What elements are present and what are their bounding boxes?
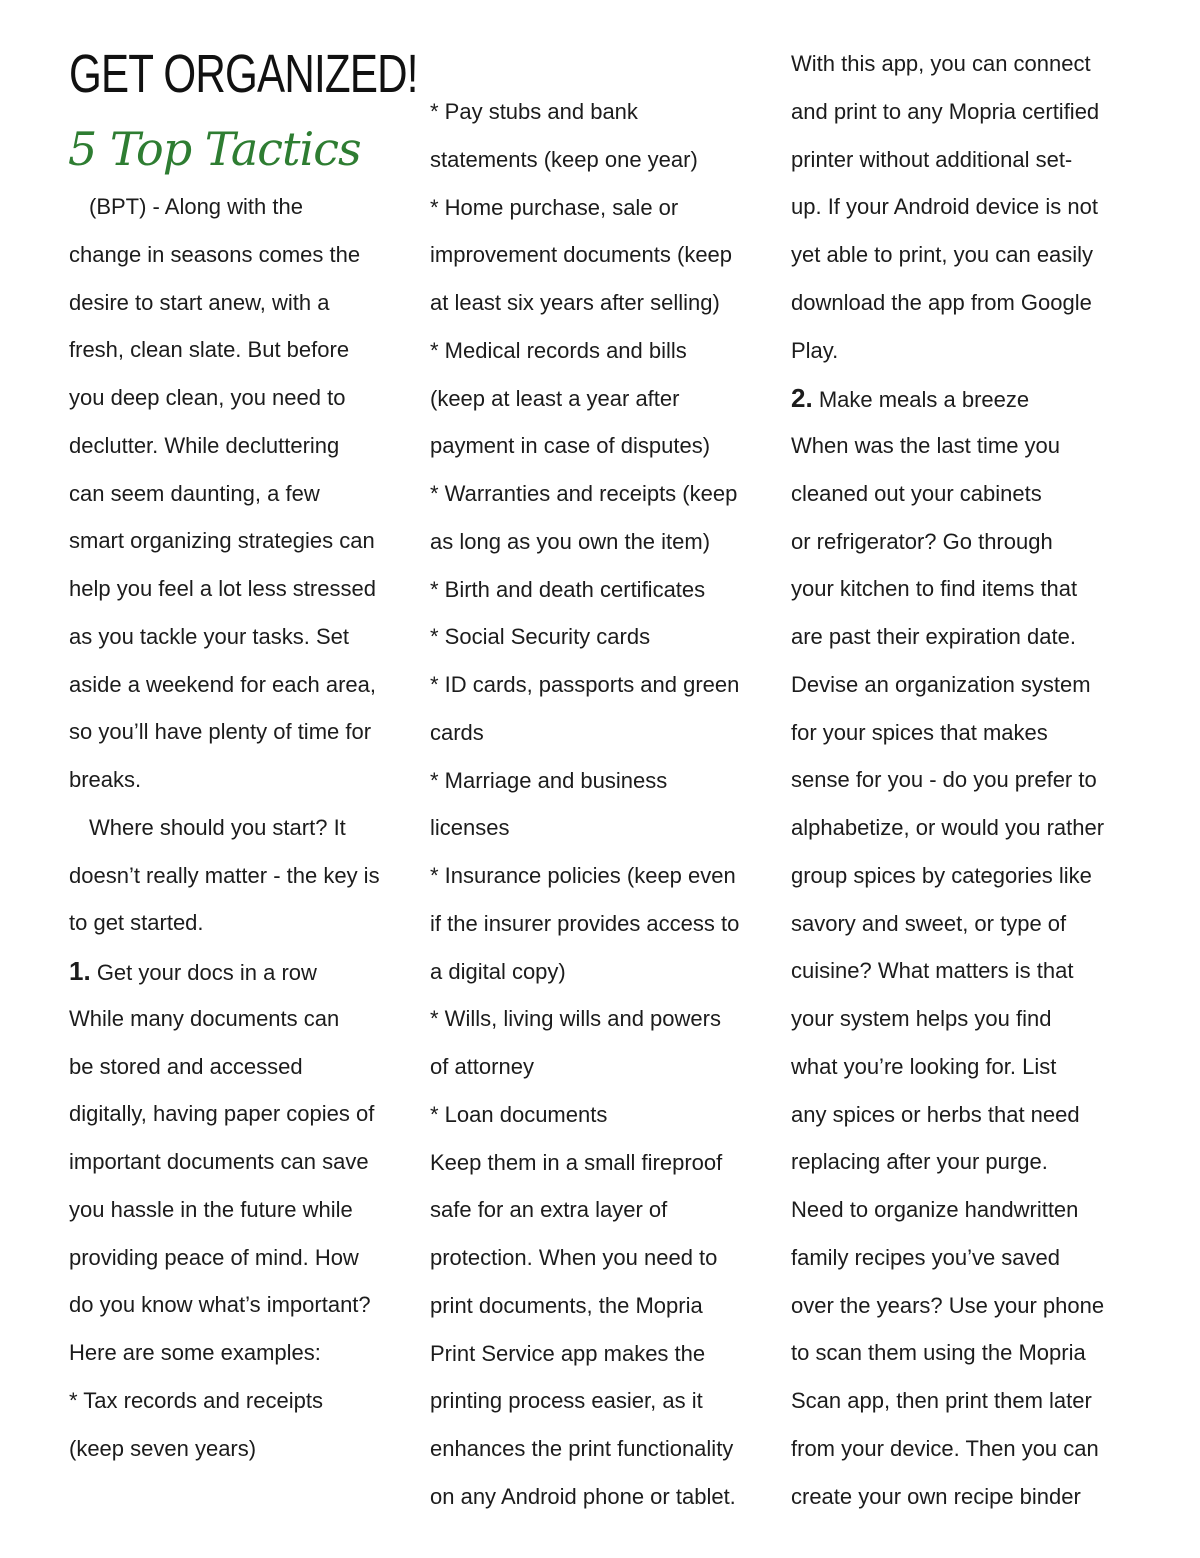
section-number: 1. bbox=[69, 956, 91, 986]
text-line bbox=[430, 288, 720, 318]
text-line-content: you deep clean, you need to bbox=[69, 385, 346, 410]
text-line-content: family recipes you’ve saved bbox=[791, 1244, 1061, 1270]
text-line bbox=[430, 813, 509, 843]
text-line bbox=[791, 861, 1092, 891]
text-line-content: can seem daunting, a few bbox=[69, 480, 320, 506]
text-line bbox=[430, 575, 705, 605]
text-line-content: cleaned out your cabinets bbox=[791, 480, 1042, 506]
text-line bbox=[430, 957, 566, 987]
text-line-content: (keep seven years) bbox=[69, 1435, 257, 1461]
text-line-content: savory and sweet, or type of bbox=[791, 910, 1067, 936]
text-line-content: protection. When you need to bbox=[430, 1245, 718, 1270]
text-line bbox=[430, 622, 650, 652]
text-line bbox=[69, 765, 141, 795]
text-line bbox=[69, 526, 375, 556]
text-line bbox=[69, 1290, 371, 1320]
text-line-content: * ID cards, passports and green bbox=[430, 672, 740, 697]
text-line bbox=[69, 1434, 256, 1464]
text-line-content: group spices by categories like bbox=[791, 862, 1092, 888]
page-subtitle: 5 Top Tactics bbox=[68, 122, 361, 176]
text-line-content: licenses bbox=[430, 815, 510, 841]
text-line-content: declutter. While decluttering bbox=[69, 432, 340, 458]
text-line-content: your kitchen to find items that bbox=[791, 576, 1078, 602]
text-line bbox=[791, 574, 1077, 604]
section-number: 2. bbox=[791, 383, 813, 414]
text-line-content: to get started. bbox=[69, 910, 204, 936]
text-line bbox=[69, 1052, 303, 1082]
text-line bbox=[69, 861, 380, 891]
text-line bbox=[791, 431, 1060, 461]
text-line bbox=[791, 1100, 1080, 1130]
text-line-content: smart organizing strategies can bbox=[69, 528, 375, 554]
text-line bbox=[430, 1482, 736, 1512]
text-line-content: printer without additional set- bbox=[791, 146, 1073, 172]
text-line bbox=[430, 861, 736, 891]
text-line bbox=[791, 49, 1091, 79]
text-line bbox=[69, 192, 303, 222]
text-line bbox=[69, 1004, 339, 1034]
text-line-content: improvement documents (keep bbox=[430, 242, 733, 268]
page-title: GET ORGANIZED! bbox=[69, 44, 418, 104]
text-line-content: printing process easier, as it bbox=[430, 1388, 703, 1414]
text-line bbox=[791, 1147, 1048, 1177]
text-line-content: desire to start anew, with a bbox=[69, 289, 330, 315]
text-line bbox=[791, 1052, 1056, 1082]
text-line bbox=[430, 384, 679, 414]
text-line-content: With this app, you can connect bbox=[791, 51, 1091, 76]
text-line-content: * Birth and death certificates bbox=[430, 576, 706, 602]
text-line bbox=[430, 1386, 703, 1416]
text-line bbox=[69, 813, 346, 843]
text-line-content: from your device. Then you can bbox=[791, 1435, 1099, 1461]
text-line-content: Here are some examples: bbox=[69, 1340, 321, 1365]
text-line-content: cuisine? What matters is that bbox=[791, 958, 1074, 984]
text-line bbox=[69, 908, 204, 938]
text-line bbox=[791, 1338, 1086, 1368]
text-line-content: When was the last time you bbox=[791, 433, 1061, 458]
text-line-content: * Social Security cards bbox=[430, 624, 651, 650]
text-line bbox=[430, 1004, 721, 1034]
text-line bbox=[791, 1243, 1060, 1273]
text-line-content: are past their expiration date. bbox=[791, 624, 1076, 649]
text-line-content: * Pay stubs and bank bbox=[430, 99, 638, 124]
text-line bbox=[430, 1195, 667, 1225]
text-line-content: any spices or herbs that need bbox=[791, 1101, 1080, 1127]
text-line bbox=[430, 431, 710, 461]
text-line-content: Scan app, then print them later bbox=[791, 1388, 1092, 1413]
text-line bbox=[791, 622, 1076, 652]
text-line bbox=[791, 670, 1091, 700]
text-line bbox=[791, 1004, 1051, 1034]
text-line-content: or refrigerator? Go through bbox=[791, 528, 1053, 554]
text-line bbox=[430, 336, 687, 366]
section-heading bbox=[69, 956, 317, 988]
text-line-content: your system helps you find bbox=[791, 1006, 1052, 1031]
text-line bbox=[430, 1100, 607, 1130]
text-line bbox=[69, 1195, 353, 1225]
text-line bbox=[430, 909, 739, 939]
text-line-content: replacing after your purge. bbox=[791, 1149, 1048, 1175]
text-line-content: on any Android phone or tablet. bbox=[430, 1483, 736, 1509]
text-line bbox=[430, 193, 678, 223]
text-line-content: Get your docs in a row bbox=[96, 960, 317, 985]
text-line bbox=[430, 479, 737, 509]
text-line bbox=[430, 1291, 703, 1321]
text-line-content: enhances the print functionality bbox=[430, 1436, 734, 1461]
text-line-content: as long as you own the item) bbox=[430, 528, 711, 554]
text-line bbox=[791, 1195, 1078, 1225]
text-line bbox=[430, 145, 698, 175]
text-line-content: doesn’t really matter - the key is bbox=[69, 862, 380, 888]
text-line bbox=[430, 1052, 534, 1082]
text-line bbox=[69, 335, 349, 365]
text-line-content: and print to any Mopria certified bbox=[791, 98, 1100, 124]
text-line bbox=[791, 718, 1048, 748]
text-line-content: for your spices that makes bbox=[791, 719, 1048, 745]
text-line-content: help you feel a lot less stressed bbox=[69, 576, 376, 601]
text-line-content: Keep them in a small fireproof bbox=[430, 1149, 723, 1175]
text-line-content: download the app from Google bbox=[791, 289, 1092, 315]
text-line-content: to scan them using the Mopria bbox=[791, 1340, 1086, 1366]
text-line bbox=[430, 718, 484, 748]
text-line-content: sense for you - do you prefer to bbox=[791, 767, 1097, 793]
text-line bbox=[791, 336, 838, 366]
text-line bbox=[791, 288, 1092, 318]
text-line-content: * Loan documents bbox=[430, 1101, 608, 1127]
text-line-content: * Tax records and receipts bbox=[69, 1387, 323, 1413]
text-line bbox=[791, 1434, 1099, 1464]
text-line-content: change in seasons comes the bbox=[69, 241, 361, 267]
text-line-content: * Medical records and bills bbox=[430, 337, 687, 363]
text-line bbox=[430, 1243, 717, 1273]
text-line-content: statements (keep one year) bbox=[430, 146, 698, 172]
text-line bbox=[69, 288, 329, 318]
text-line-content: Need to organize handwritten bbox=[791, 1197, 1079, 1222]
text-line bbox=[791, 813, 1104, 843]
text-line-content: alphabetize, or would you rather bbox=[791, 815, 1105, 840]
text-line bbox=[791, 527, 1053, 557]
text-line-content: important documents can save bbox=[69, 1149, 369, 1174]
text-line bbox=[791, 192, 1098, 222]
text-line-content: of attorney bbox=[430, 1054, 534, 1079]
text-line bbox=[430, 240, 732, 270]
text-line bbox=[69, 1099, 374, 1129]
text-line bbox=[791, 240, 1093, 270]
text-line bbox=[69, 431, 339, 461]
text-line-content: While many documents can bbox=[69, 1005, 340, 1031]
text-line bbox=[69, 622, 349, 652]
text-line-content: at least six years after selling) bbox=[430, 290, 720, 315]
text-line-content: digitally, having paper copies of bbox=[69, 1101, 375, 1127]
text-line-content: * Home purchase, sale or bbox=[430, 194, 679, 220]
text-line bbox=[69, 479, 320, 509]
text-line-content: yet able to print, you can easily bbox=[791, 242, 1094, 267]
text-line-content: print documents, the Mopria bbox=[430, 1292, 703, 1318]
text-line-content: Play. bbox=[791, 337, 839, 363]
text-line bbox=[430, 97, 638, 127]
text-line-content: breaks. bbox=[69, 767, 142, 792]
text-line-content: Devise an organization system bbox=[791, 671, 1091, 697]
text-line bbox=[69, 717, 371, 747]
text-line bbox=[791, 1386, 1092, 1416]
text-line bbox=[69, 1243, 359, 1273]
text-line-content: if the insurer provides access to bbox=[430, 910, 740, 936]
text-line bbox=[430, 670, 739, 700]
text-line bbox=[791, 145, 1072, 175]
text-line bbox=[430, 766, 667, 796]
text-line bbox=[69, 1147, 369, 1177]
text-line-content: do you know what’s important? bbox=[69, 1292, 371, 1318]
text-line-content: (keep at least a year after bbox=[430, 385, 680, 411]
text-line bbox=[430, 1339, 705, 1369]
text-line bbox=[791, 909, 1066, 939]
text-line-content: cards bbox=[430, 719, 484, 745]
text-line-content: so you’ll have plenty of time for bbox=[69, 719, 372, 745]
text-line-content: over the years? Use your phone bbox=[791, 1292, 1105, 1318]
text-line bbox=[69, 670, 376, 700]
text-line-content: * Marriage and business bbox=[430, 767, 668, 793]
text-line bbox=[791, 1482, 1081, 1512]
text-line-content: what you’re looking for. List bbox=[791, 1053, 1057, 1079]
text-line-content: * Wills, living wills and powers bbox=[430, 1006, 721, 1032]
text-line-content: safe for an extra layer of bbox=[430, 1197, 668, 1223]
text-line-content: you hassle in the future while bbox=[69, 1196, 353, 1222]
text-line-content: * Warranties and receipts (keep bbox=[430, 481, 738, 506]
text-line bbox=[69, 574, 376, 604]
text-line bbox=[791, 97, 1099, 127]
text-line-content: Print Service app makes the bbox=[430, 1340, 706, 1366]
text-line bbox=[69, 240, 360, 270]
text-line-content: create your own recipe binder bbox=[791, 1483, 1081, 1509]
text-line-content: providing peace of mind. How bbox=[69, 1244, 359, 1270]
text-line-content: a digital copy) bbox=[430, 958, 566, 984]
text-line-content: * Insurance policies (keep even bbox=[430, 863, 736, 888]
text-line bbox=[430, 1434, 733, 1464]
text-line bbox=[791, 956, 1073, 986]
text-line-content: Where should you start? It bbox=[89, 814, 346, 840]
text-line bbox=[791, 1291, 1104, 1321]
text-line-content: as you tackle your tasks. Set bbox=[69, 623, 350, 649]
text-line bbox=[69, 383, 345, 413]
text-line bbox=[430, 1148, 722, 1178]
text-line bbox=[69, 1386, 323, 1416]
text-line-content: up. If your Android device is not bbox=[791, 194, 1098, 220]
text-line-content: (BPT) - Along with the bbox=[89, 194, 303, 219]
text-line bbox=[791, 765, 1097, 795]
text-line-content: aside a weekend for each area, bbox=[69, 671, 376, 697]
text-line bbox=[430, 527, 710, 557]
text-line-content: Make meals a breeze bbox=[818, 387, 1030, 413]
text-line-content: fresh, clean slate. But before bbox=[69, 337, 350, 363]
text-line-content: be stored and accessed bbox=[69, 1053, 303, 1079]
section-heading bbox=[791, 383, 1029, 415]
text-line bbox=[69, 1338, 321, 1368]
text-line bbox=[791, 479, 1042, 509]
text-line-content: payment in case of disputes) bbox=[430, 433, 711, 459]
